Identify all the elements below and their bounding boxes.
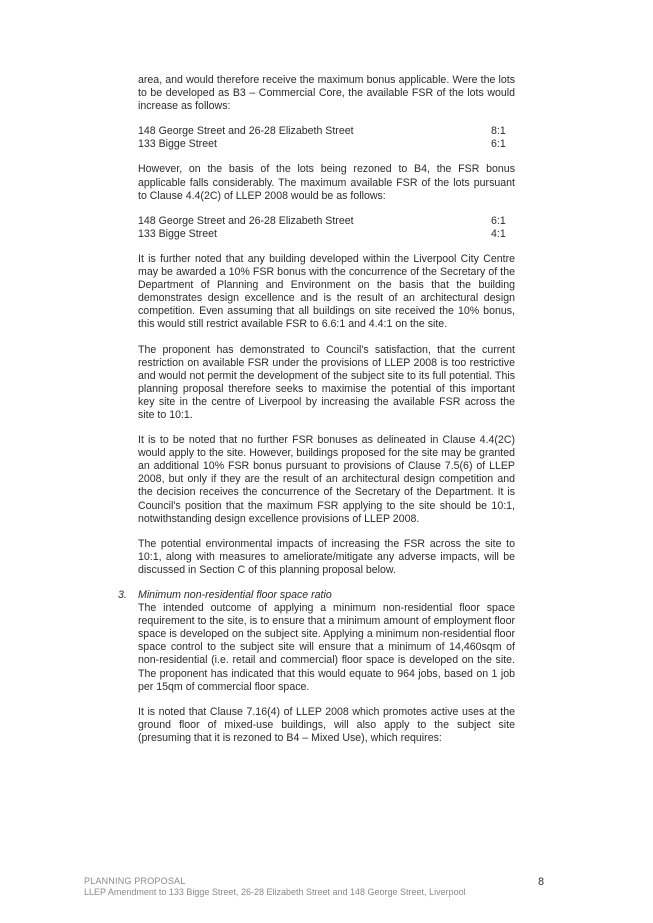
list-number: 3. bbox=[118, 589, 127, 601]
paragraph: It is noted that Clause 7.16(4) of LLEP 2008 which promotes active uses at the ground floor of mixed-use buildings, will also apply to the subject site (presuming that it is rezoned to B4 – Mixed Use), which requires: bbox=[138, 705, 515, 744]
fsr-value: 6:1 bbox=[491, 214, 506, 227]
fsr-table-b3 bbox=[138, 125, 515, 151]
paragraph: The potential environmental impacts of increasing the FSR across the site to 10:1, along with measures to ameliorate/mitigate any adverse impacts, will be discussed in Section C of this planning proposal below. bbox=[138, 537, 515, 576]
page-footer bbox=[84, 876, 544, 898]
paragraph: It is to be noted that no further FSR bonuses as delineated in Clause 4.4(2C) would apply to the site. However, buildings proposed for the site may be granted an additional 10% FSR bonus pursuant to provisions of Clause 7.5(6) of LLEP 2008, but only if they are the result of an architectural design competition and the decision receives the concurrence of the Secretary of the Department. It is Council's position that the maximum FSR applying to the site should be 10:1, notwithstanding design excellence provisions of LLEP 2008. bbox=[138, 434, 515, 525]
paragraph: However, on the basis of the lots being rezoned to B4, the FSR bonus applicable falls considerably. The maximum available FSR of the lots pursuant to Clause 4.4(2C) of LLEP 2008 would be as follows: bbox=[138, 163, 515, 202]
fsr-value: 4:1 bbox=[491, 227, 506, 240]
site-label: 148 George Street and 26-28 Elizabeth Street bbox=[138, 125, 354, 138]
paragraph: area, and would therefore receive the maximum bonus applicable. Were the lots to be developed as B3 – Commercial Core, the available FSR of the lots would increase as follows: bbox=[138, 74, 515, 113]
table-row bbox=[138, 138, 515, 151]
site-label: 133 Bigge Street bbox=[138, 138, 217, 151]
table-row bbox=[138, 228, 515, 241]
paragraph: The proponent has demonstrated to Council's satisfaction, that the current restriction on available FSR under the provisions of LLEP 2008 is too restrictive and would not permit the development of the subject site to its full potential. This planning proposal therefore seeks to maximise the potential of this important key site in the centre of Liverpool by increasing the available FSR across the site to 10:1. bbox=[138, 343, 515, 421]
fsr-value: 6:1 bbox=[491, 138, 506, 151]
paragraph: The intended outcome of applying a minimum non-residential floor space requirement to the site, is to ensure that a minimum amount of employment floor space is developed on the subject site. Applying a minimum non-residential floor space control to the subject site will ensure that a minimum of 14,460sqm of non-residential (i.e. retail and commercial) floor space is developed on the site. The proponent has indicated that this would equate to 964 jobs, based on 1 job per 15qm of commercial floor space. bbox=[138, 602, 515, 693]
footer-title: PLANNING PROPOSAL bbox=[84, 876, 186, 886]
site-label: 133 Bigge Street bbox=[138, 227, 217, 240]
list-heading: Minimum non-residential floor space ratio bbox=[138, 589, 332, 601]
fsr-table-b4 bbox=[138, 215, 515, 241]
fsr-value: 8:1 bbox=[491, 125, 506, 138]
page-number: 8 bbox=[538, 876, 544, 888]
site-label: 148 George Street and 26-28 Elizabeth Street bbox=[138, 214, 354, 227]
list-item bbox=[118, 589, 515, 745]
paragraph: It is further noted that any building developed within the Liverpool City Centre may be awarded a 10% FSR bonus with the concurrence of the Secretary of the Department of Planning and Environment on the basis that the building demonstrates design excellence and is the result of an architectural design competition. Even assuming that all buildings on site received the 10% bonus, this would still restrict available FSR to 6.6:1 and 4.4:1 on the site. bbox=[138, 252, 515, 331]
footer-subtitle: LLEP Amendment to 133 Bigge Street, 26-28 Elizabeth Street and 148 George Street, Liverpool bbox=[84, 887, 466, 897]
body-text bbox=[118, 74, 515, 757]
table-row bbox=[138, 215, 515, 228]
table-row bbox=[138, 125, 515, 138]
